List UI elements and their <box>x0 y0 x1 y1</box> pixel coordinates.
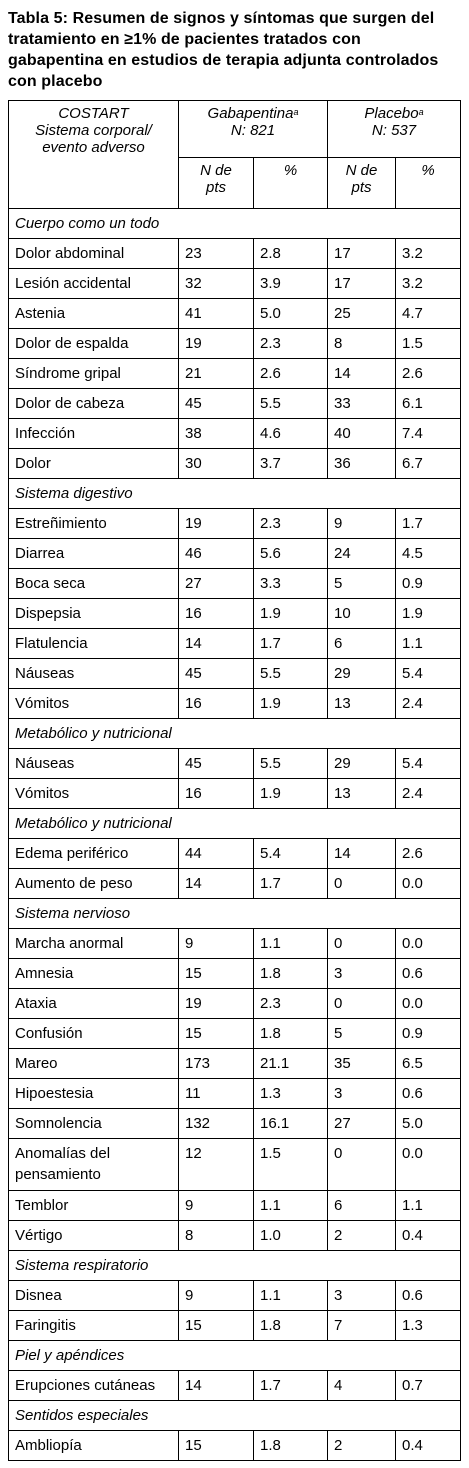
gabapentin-pct-cell: 1.7 <box>254 1371 328 1401</box>
gabapentin-pct-cell: 3.9 <box>254 269 328 299</box>
table-row <box>9 929 461 959</box>
table-row <box>9 269 461 299</box>
placebo-pct-cell: 2.4 <box>396 779 461 809</box>
table-row <box>9 659 461 689</box>
gabapentin-n-cell: 14 <box>179 629 254 659</box>
table-row <box>9 329 461 359</box>
section-row <box>9 209 461 239</box>
placebo-pct-cell: 6.7 <box>396 449 461 479</box>
placebo-n-cell: 6 <box>328 629 396 659</box>
table-row <box>9 1221 461 1251</box>
table-row <box>9 1049 461 1079</box>
placebo-pct-cell: 0.0 <box>396 869 461 899</box>
event-cell: Ataxia <box>9 989 179 1019</box>
gabapentin-n-cell: 38 <box>179 419 254 449</box>
placebo-pct-cell: 2.6 <box>396 359 461 389</box>
gabapentin-pct-cell: 1.9 <box>254 779 328 809</box>
placebo-n-cell: 40 <box>328 419 396 449</box>
event-cell: Astenia <box>9 299 179 329</box>
placebo-n-cell: 35 <box>328 1049 396 1079</box>
placebo-n-cell: 10 <box>328 599 396 629</box>
table-row <box>9 689 461 719</box>
header-npts-line1: N de <box>200 162 232 179</box>
table-row <box>9 959 461 989</box>
event-cell: Hipoestesia <box>9 1079 179 1109</box>
gabapentin-n-cell: 15 <box>179 1431 254 1461</box>
gabapentin-pct-cell: 1.8 <box>254 1311 328 1341</box>
placebo-n-cell: 29 <box>328 659 396 689</box>
gabapentin-pct-cell: 1.8 <box>254 959 328 989</box>
gabapentin-pct-cell: 1.7 <box>254 629 328 659</box>
placebo-pct-cell: 0.6 <box>396 959 461 989</box>
placebo-pct-cell: 1.1 <box>396 1191 461 1221</box>
header-gaba-pct: % <box>254 158 328 209</box>
gabapentin-pct-cell: 5.5 <box>254 389 328 419</box>
table-row <box>9 1311 461 1341</box>
placebo-pct-cell: 2.6 <box>396 839 461 869</box>
table-row <box>9 359 461 389</box>
placebo-pct-cell: 1.7 <box>396 509 461 539</box>
gabapentin-pct-cell: 5.6 <box>254 539 328 569</box>
placebo-pct-cell: 3.2 <box>396 239 461 269</box>
gabapentin-pct-cell: 2.8 <box>254 239 328 269</box>
table-row <box>9 569 461 599</box>
section-label: Sistema digestivo <box>9 479 461 509</box>
header-placebo-pct: % <box>396 158 461 209</box>
gabapentin-pct-cell: 5.5 <box>254 659 328 689</box>
gabapentin-n-cell: 41 <box>179 299 254 329</box>
gabapentin-n-cell: 14 <box>179 1371 254 1401</box>
event-cell: Dolor abdominal <box>9 239 179 269</box>
event-cell: Náuseas <box>9 749 179 779</box>
table-row <box>9 449 461 479</box>
placebo-pct-cell: 0.4 <box>396 1431 461 1461</box>
section-label: Piel y apéndices <box>9 1341 461 1371</box>
gabapentin-n-cell: 32 <box>179 269 254 299</box>
gabapentin-n-cell: 19 <box>179 989 254 1019</box>
event-cell: Temblor <box>9 1191 179 1221</box>
event-cell: Náuseas <box>9 659 179 689</box>
gabapentin-pct-cell: 5.4 <box>254 839 328 869</box>
placebo-pct-cell: 0.0 <box>396 929 461 959</box>
gabapentin-n-cell: 23 <box>179 239 254 269</box>
table-row <box>9 299 461 329</box>
header-gaba-npts <box>179 158 254 209</box>
gabapentin-n-cell: 11 <box>179 1079 254 1109</box>
gabapentin-n-cell: 45 <box>179 389 254 419</box>
placebo-pct-cell: 5.4 <box>396 749 461 779</box>
event-cell: Vértigo <box>9 1221 179 1251</box>
placebo-n-cell: 7 <box>328 1311 396 1341</box>
section-row <box>9 809 461 839</box>
table-row <box>9 599 461 629</box>
section-label: Sistema nervioso <box>9 899 461 929</box>
placebo-pct-cell: 5.0 <box>396 1109 461 1139</box>
placebo-n-cell: 5 <box>328 569 396 599</box>
event-cell: Disnea <box>9 1281 179 1311</box>
event-cell: Aumento de peso <box>9 869 179 899</box>
gabapentin-pct-cell: 1.9 <box>254 599 328 629</box>
gabapentin-pct-cell: 1.1 <box>254 929 328 959</box>
header-gabapentin-n: N: 821 <box>230 122 276 139</box>
placebo-pct-cell: 0.0 <box>396 1139 461 1191</box>
placebo-n-cell: 4 <box>328 1371 396 1401</box>
table-title: Tabla 5: Resumen de signos y síntomas que surgen del tratamiento en ≥1% de pacientes tratados con gabapentina en estudios de terapia adjunta controlados con placebo <box>8 10 439 90</box>
placebo-pct-cell: 0.6 <box>396 1281 461 1311</box>
event-cell: Mareo <box>9 1049 179 1079</box>
table-row <box>9 1431 461 1461</box>
gabapentin-n-cell: 8 <box>179 1221 254 1251</box>
event-cell: Dolor <box>9 449 179 479</box>
placebo-n-cell: 2 <box>328 1431 396 1461</box>
placebo-pct-cell: 4.7 <box>396 299 461 329</box>
gabapentin-pct-cell: 3.3 <box>254 569 328 599</box>
gabapentin-n-cell: 12 <box>179 1139 254 1191</box>
event-cell: Lesión accidental <box>9 269 179 299</box>
table-row <box>9 1019 461 1049</box>
table-row <box>9 869 461 899</box>
section-label: Metabólico y nutricional <box>9 809 461 839</box>
table-row <box>9 509 461 539</box>
event-cell: Vómitos <box>9 779 179 809</box>
table-row <box>9 1139 461 1191</box>
table-row <box>9 1079 461 1109</box>
placebo-pct-cell: 0.7 <box>396 1371 461 1401</box>
gabapentin-n-cell: 15 <box>179 1311 254 1341</box>
event-cell: Flatulencia <box>9 629 179 659</box>
event-cell: Anomalías del pensamiento <box>9 1139 179 1191</box>
event-cell: Marcha anormal <box>9 929 179 959</box>
header-gabapentin-name: Gabapentina <box>207 105 294 122</box>
header-gabapentin <box>179 101 328 158</box>
gabapentin-n-cell: 9 <box>179 929 254 959</box>
placebo-n-cell: 17 <box>328 269 396 299</box>
placebo-n-cell: 9 <box>328 509 396 539</box>
header-npts-line2: pts <box>351 179 372 196</box>
placebo-n-cell: 6 <box>328 1191 396 1221</box>
placebo-n-cell: 14 <box>328 839 396 869</box>
section-label: Sistema respiratorio <box>9 1251 461 1281</box>
header-placebo-name: Placebo <box>364 105 419 122</box>
placebo-n-cell: 13 <box>328 779 396 809</box>
gabapentin-n-cell: 9 <box>179 1191 254 1221</box>
header-body-system: Sistema corporal/ <box>35 122 152 139</box>
event-cell: Diarrea <box>9 539 179 569</box>
gabapentin-pct-cell: 5.5 <box>254 749 328 779</box>
section-row <box>9 1341 461 1371</box>
gabapentin-pct-cell: 1.7 <box>254 869 328 899</box>
event-cell: Edema periférico <box>9 839 179 869</box>
gabapentin-pct-cell: 3.7 <box>254 449 328 479</box>
header-placebo <box>328 101 461 158</box>
placebo-n-cell: 14 <box>328 359 396 389</box>
gabapentin-n-cell: 44 <box>179 839 254 869</box>
placebo-n-cell: 0 <box>328 1139 396 1191</box>
gabapentin-n-cell: 16 <box>179 689 254 719</box>
section-label: Cuerpo como un todo <box>9 209 461 239</box>
table-row <box>9 539 461 569</box>
placebo-pct-cell: 1.1 <box>396 629 461 659</box>
placebo-n-cell: 8 <box>328 329 396 359</box>
gabapentin-n-cell: 30 <box>179 449 254 479</box>
table-row <box>9 839 461 869</box>
gabapentin-pct-cell: 2.6 <box>254 359 328 389</box>
placebo-n-cell: 25 <box>328 299 396 329</box>
gabapentin-pct-cell: 21.1 <box>254 1049 328 1079</box>
table-row <box>9 1191 461 1221</box>
placebo-n-cell: 17 <box>328 239 396 269</box>
gabapentin-n-cell: 45 <box>179 749 254 779</box>
placebo-n-cell: 36 <box>328 449 396 479</box>
table-row <box>9 419 461 449</box>
section-row <box>9 899 461 929</box>
header-npts-line1: N de <box>345 162 378 179</box>
header-gabapentin-sup: a <box>293 107 299 117</box>
event-cell: Somnolencia <box>9 1109 179 1139</box>
placebo-pct-cell: 0.6 <box>396 1079 461 1109</box>
gabapentin-pct-cell: 5.0 <box>254 299 328 329</box>
placebo-n-cell: 5 <box>328 1019 396 1049</box>
placebo-pct-cell: 1.9 <box>396 599 461 629</box>
event-cell: Faringitis <box>9 1311 179 1341</box>
placebo-n-cell: 3 <box>328 959 396 989</box>
placebo-n-cell: 2 <box>328 1221 396 1251</box>
event-cell: Amnesia <box>9 959 179 989</box>
table-row <box>9 1109 461 1139</box>
adverse-events-table <box>8 100 461 1461</box>
gabapentin-n-cell: 16 <box>179 599 254 629</box>
gabapentin-n-cell: 27 <box>179 569 254 599</box>
placebo-n-cell: 0 <box>328 869 396 899</box>
placebo-n-cell: 24 <box>328 539 396 569</box>
gabapentin-pct-cell: 1.1 <box>254 1191 328 1221</box>
gabapentin-pct-cell: 16.1 <box>254 1109 328 1139</box>
event-cell: Dolor de espalda <box>9 329 179 359</box>
section-label: Metabólico y nutricional <box>9 719 461 749</box>
gabapentin-pct-cell: 2.3 <box>254 509 328 539</box>
gabapentin-pct-cell: 1.9 <box>254 689 328 719</box>
header-row-1 <box>9 101 461 158</box>
table-row <box>9 629 461 659</box>
table-row <box>9 749 461 779</box>
event-cell: Boca seca <box>9 569 179 599</box>
placebo-pct-cell: 6.5 <box>396 1049 461 1079</box>
gabapentin-n-cell: 16 <box>179 779 254 809</box>
placebo-n-cell: 33 <box>328 389 396 419</box>
header-placebo-npts <box>328 158 396 209</box>
gabapentin-pct-cell: 1.5 <box>254 1139 328 1191</box>
gabapentin-n-cell: 21 <box>179 359 254 389</box>
placebo-n-cell: 0 <box>328 929 396 959</box>
gabapentin-n-cell: 45 <box>179 659 254 689</box>
placebo-n-cell: 27 <box>328 1109 396 1139</box>
placebo-pct-cell: 5.4 <box>396 659 461 689</box>
event-cell: Ambliopía <box>9 1431 179 1461</box>
placebo-pct-cell: 0.9 <box>396 569 461 599</box>
gabapentin-pct-cell: 2.3 <box>254 329 328 359</box>
placebo-n-cell: 3 <box>328 1079 396 1109</box>
table-row <box>9 389 461 419</box>
table-row <box>9 1371 461 1401</box>
gabapentin-n-cell: 15 <box>179 1019 254 1049</box>
event-cell: Infección <box>9 419 179 449</box>
section-row <box>9 1251 461 1281</box>
placebo-n-cell: 0 <box>328 989 396 1019</box>
gabapentin-pct-cell: 1.8 <box>254 1019 328 1049</box>
gabapentin-pct-cell: 1.3 <box>254 1079 328 1109</box>
gabapentin-n-cell: 173 <box>179 1049 254 1079</box>
gabapentin-pct-cell: 1.8 <box>254 1431 328 1461</box>
event-cell: Síndrome gripal <box>9 359 179 389</box>
gabapentin-n-cell: 132 <box>179 1109 254 1139</box>
gabapentin-n-cell: 9 <box>179 1281 254 1311</box>
header-adverse-event: evento adverso <box>42 139 145 156</box>
placebo-pct-cell: 4.5 <box>396 539 461 569</box>
event-cell: Erupciones cutáneas <box>9 1371 179 1401</box>
event-cell: Confusión <box>9 1019 179 1049</box>
event-cell: Estreñimiento <box>9 509 179 539</box>
gabapentin-n-cell: 19 <box>179 329 254 359</box>
event-cell: Vómitos <box>9 689 179 719</box>
table-row <box>9 1281 461 1311</box>
placebo-pct-cell: 6.1 <box>396 389 461 419</box>
placebo-pct-cell: 1.3 <box>396 1311 461 1341</box>
placebo-pct-cell: 0.4 <box>396 1221 461 1251</box>
gabapentin-pct-cell: 2.3 <box>254 989 328 1019</box>
table-row <box>9 779 461 809</box>
gabapentin-n-cell: 19 <box>179 509 254 539</box>
placebo-n-cell: 13 <box>328 689 396 719</box>
table-row <box>9 239 461 269</box>
gabapentin-n-cell: 15 <box>179 959 254 989</box>
section-row <box>9 719 461 749</box>
header-event-column <box>9 101 179 209</box>
placebo-pct-cell: 7.4 <box>396 419 461 449</box>
section-label: Sentidos especiales <box>9 1401 461 1431</box>
header-placebo-n: N: 537 <box>371 122 417 139</box>
gabapentin-n-cell: 46 <box>179 539 254 569</box>
gabapentin-n-cell: 14 <box>179 869 254 899</box>
section-row <box>9 479 461 509</box>
placebo-pct-cell: 0.9 <box>396 1019 461 1049</box>
event-cell: Dispepsia <box>9 599 179 629</box>
placebo-pct-cell: 1.5 <box>396 329 461 359</box>
placebo-pct-cell: 3.2 <box>396 269 461 299</box>
header-placebo-sup: a <box>418 107 424 117</box>
placebo-pct-cell: 0.0 <box>396 989 461 1019</box>
gabapentin-pct-cell: 4.6 <box>254 419 328 449</box>
header-npts-line2: pts <box>205 179 226 196</box>
placebo-n-cell: 29 <box>328 749 396 779</box>
gabapentin-pct-cell: 1.0 <box>254 1221 328 1251</box>
placebo-pct-cell: 2.4 <box>396 689 461 719</box>
gabapentin-pct-cell: 1.1 <box>254 1281 328 1311</box>
table-row <box>9 989 461 1019</box>
placebo-n-cell: 3 <box>328 1281 396 1311</box>
event-cell: Dolor de cabeza <box>9 389 179 419</box>
header-costart: COSTART <box>58 105 129 122</box>
section-row <box>9 1401 461 1431</box>
